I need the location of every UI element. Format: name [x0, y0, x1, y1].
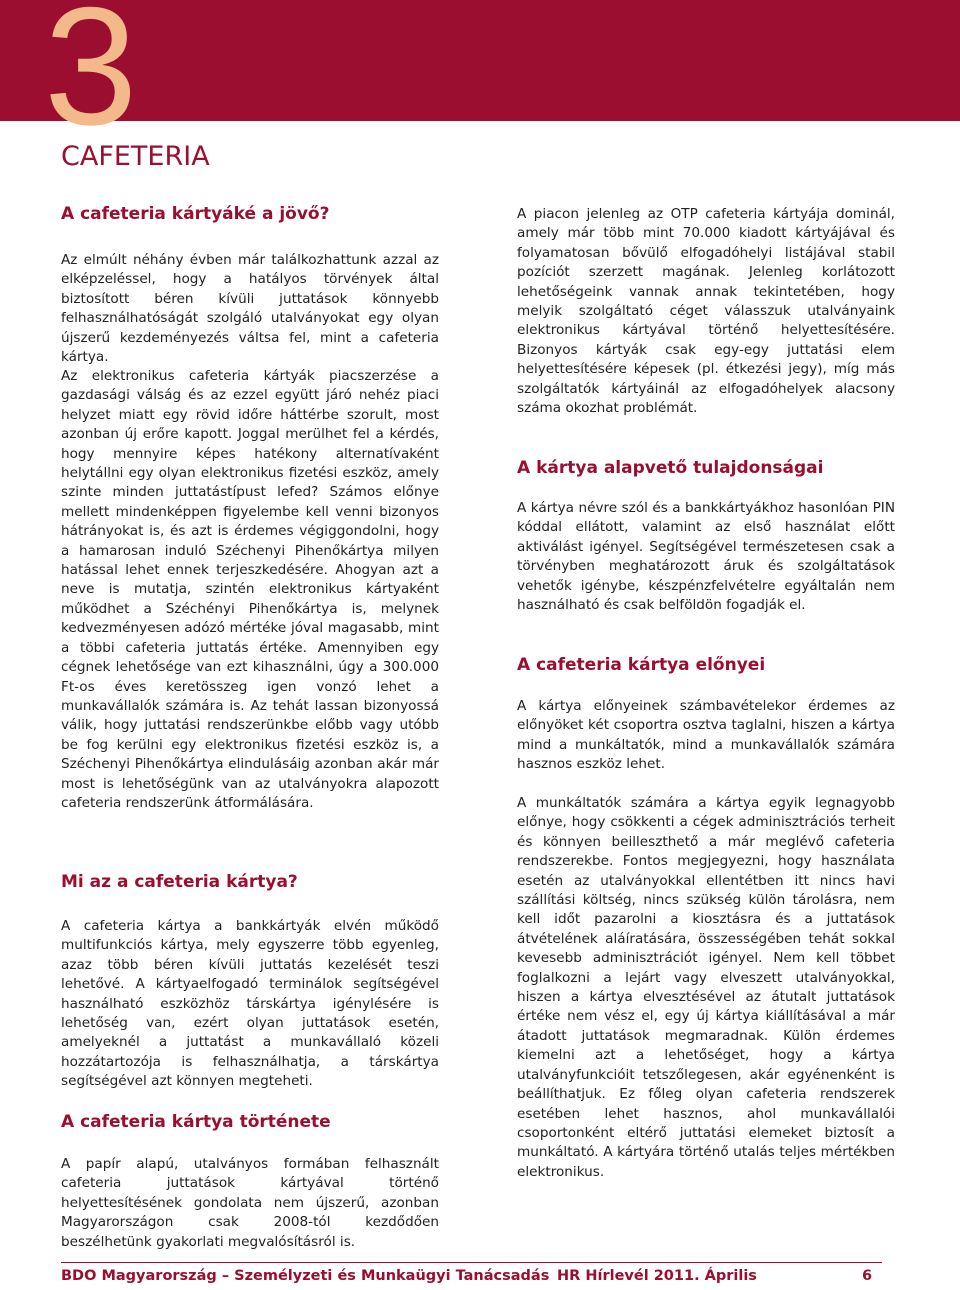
section-heading: A cafeteria kártya története — [61, 1112, 331, 1132]
paragraph: Az elmúlt néhány évben már találkozhattunk azzal az elképzeléssel, hogy a hatályos törvények által biztosított béren kívüli juttatások könnyebb felhasználhatóságát szolgáló utalványokat egy olyan újszerű kezdeményezés váltsa fel, mint a cafeteria kártya. — [61, 252, 439, 366]
section-heading: Mi az a cafeteria kártya? — [61, 872, 298, 892]
footer-company: BDO Magyarország – Személyzeti és Munkaügyi Tanácsadás — [61, 1268, 550, 1284]
header-banner — [0, 0, 960, 121]
chapter-number: 3 — [44, 0, 134, 160]
section-heading: A cafeteria kártyáké a jövő? — [61, 204, 330, 224]
paragraph: A papír alapú, utalványos formában felhasznált cafeteria juttatások kártyával történő helyettesítésének gondolata nem újszerű, azonban Magyarországon csak 2008-tól kezdődően beszélhetünk gyakorlati megvalósításról is. — [61, 1156, 439, 1250]
footer-issue: HR Hírlevél 2011. Április — [557, 1268, 757, 1284]
paragraph: A piacon jelenleg az OTP cafeteria kártyája dominál, amely már több mint 70.000 kiadott kártyájával és folyamatosan bővülő elfogadóhelyi listájával stabil pozíciót szerzett magának. Jelenleg korlátozott lehetőségeink vannak annak tekintetében, hogy melyik szolgáltató céget válasszuk utalványaink elektronikus kártyával történő helyettesítésére. Bizonyos kártyák csak egy-egy juttatási elem helyettesítésére képesek (pl. étkezési jegy), míg más szolgáltatók kártyáinál az elfogadóhelyek alacsony száma okozhat problémát. — [517, 206, 895, 417]
paragraph: A cafeteria kártya a bankkártyák elvén működő multifunkciós kártya, mely egyszerre több egyenleg, azaz több béren kívüli juttatás kezelését teszi lehetővé. A kártyaelfogadó terminálok segítségével használható eszközhöz társkártya igénylésére is lehetőség van, ezért olyan juttatások esetén, amelyeknél a juttatást a munkavállaló közeli hozzátartozója is felhasználhatja, a társkártya segítségével azt könnyen megteheti. — [61, 918, 439, 1090]
chapter-title: CAFETERIA — [61, 141, 210, 172]
paragraph: Az elektronikus cafeteria kártyák piacszerzése a gazdasági válság és az ezzel együtt járó nehéz piaci helyzet miatt egy rövid időre háttérbe szorult, most azonban új erőre kapott. Joggal merülhet fel a kérdés, hogy mennyire képes hatékony alternatívaként helytállni egy olyan elektronikus fizetési eszköz, amely szinte minden juttatástípust lefed? Számos előnye mellett mindenképpen figyelembe kell venni bizonyos hátrányokat is, és azt is érdemes végiggondolni, hogy a hamarosan induló Széchenyi Pihenőkártya milyen hatással lehet ennek terjeszkedésére. Ahogyan azt a neve is mutatja, szintén elektronikus kártyaként működhet a Széchényi Pihenőkártya is, melynek kedvezményesen adózó mértéke jóval magasabb, mint a többi cafeteria juttatás értéke. Amennyiben egy cégnek lehetősége van ezt kihasználni, úgy a 300.000 Ft-os éves keretösszeg igen vonzó lehet a munkavállalók számára is. Az tehát lassan bizonyossá válik, hogy juttatási rendszerünkbe előbb vagy utóbb be fog kerülni egy elektronikus fizetési eszköz is, a Széchenyi Pihenőkártya elindulásáig azonban akár már most is lehetőségünk van az utalványokra alapozott cafeteria rendszerünk átformálására. — [61, 368, 439, 811]
footer-rule — [61, 1262, 882, 1263]
paragraph: A kártya névre szól és a bankkártyákhoz hasonlóan PIN kóddal ellátott, valamint az első használat előtt aktiválást igényel. Segítségével természetesen csak a törvényben meghatározott áruk és szolgáltatások vehetők igénybe, készpénzfelvételre egyáltalán nem használható és csak belföldön fogadják el. — [517, 500, 895, 614]
paragraph: A munkáltatók számára a kártya egyik legnagyobb előnye, hogy csökkenti a cégek adminisztrációs terheit és könnyen beilleszthető a már meglévő cafeteria rendszerekbe. Fontos megjegyezni, hogy használata esetén az utalványokkal ellentétben itt nincs havi szállítási költség, nincs szükség külön tárolásra, nem kell időt pazarolni a kiosztásra és a juttatások átvételének aláíratására, összességében tehát sokkal kevesebb adminisztrációt igényel. Nem kell többet foglalkozni a lejárt vagy elveszett utalványokkal, hiszen a kártya elvesztésével az átutalt juttatások értéke nem vész el, egy új kártya kiállításával a már átadott juttatások megmaradnak. Külön érdemes kiemelni azt a lehetőséget, hogy a kártya utalványfunkcióit tetszőlegesen, akár egyénenként is beállíthatjuk. Ez főleg olyan cafeteria rendszerek esetében lehet hasznos, ahol munkavállalói csoportonként eltérő juttatási elemeket biztosít a munkáltató. A kártyára történő utalás teljes mértékben elektronikus. — [517, 795, 895, 1180]
section-heading: A kártya alapvető tulajdonságai — [517, 458, 824, 478]
section-heading: A cafeteria kártya előnyei — [517, 655, 766, 675]
paragraph: A kártya előnyeinek számbavételekor érdemes az előnyöket két csoportra osztva taglalni, hiszen a kártya mind a munkáltatók, mind a munkavállalók számára hasznos eszköz lehet. — [517, 698, 895, 773]
page-number: 6 — [862, 1268, 873, 1284]
